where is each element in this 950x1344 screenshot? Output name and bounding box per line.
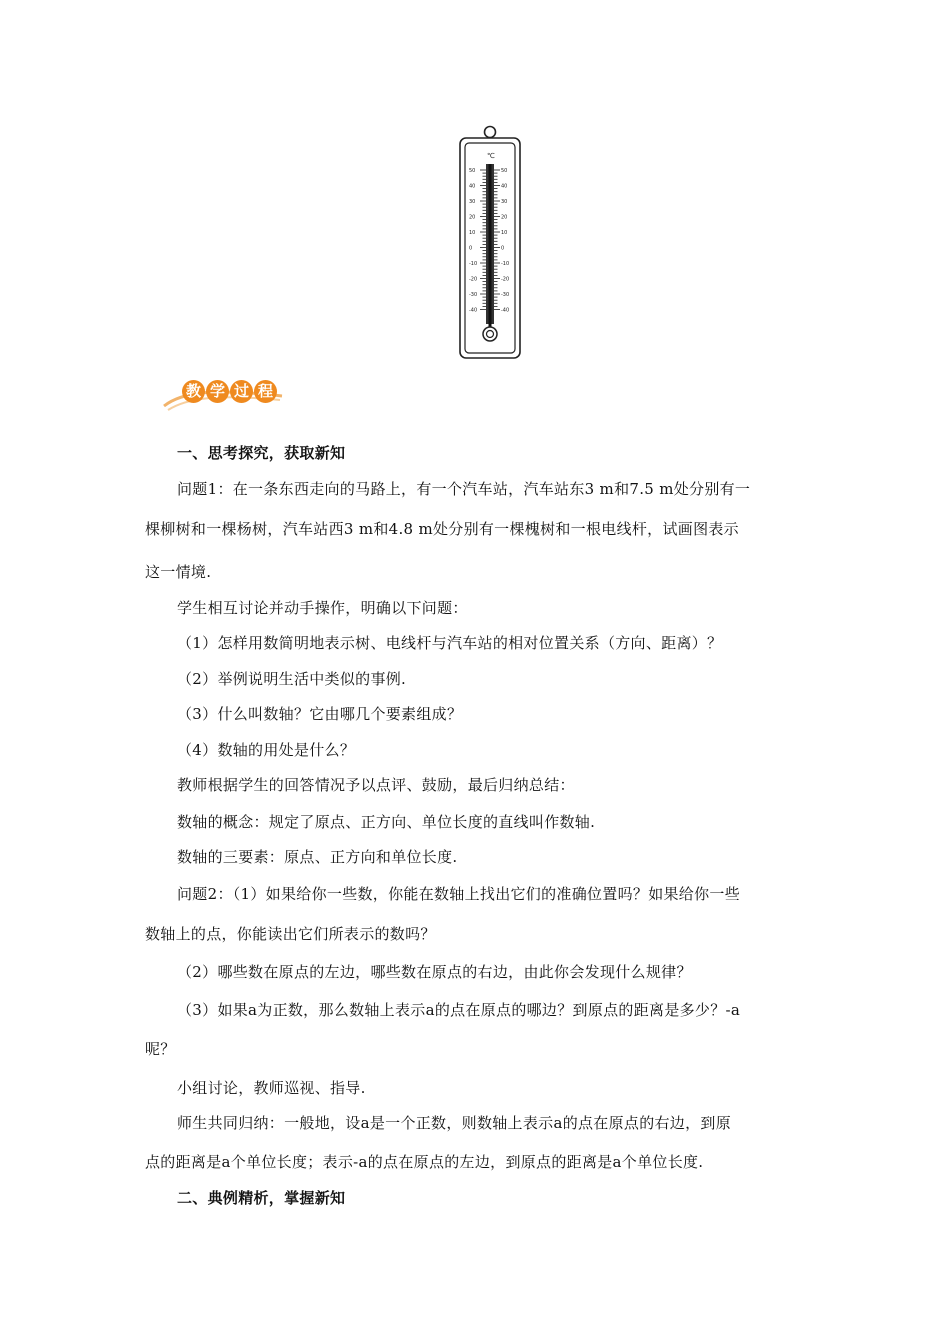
scale-label-right: 40 — [501, 183, 508, 190]
scale-label-left: 40 — [469, 183, 476, 190]
scale-label-left: 30 — [469, 199, 476, 205]
scale-label-left: -10 — [469, 261, 478, 267]
badge-char: 学 — [206, 380, 229, 403]
scale-label-left: -40 — [469, 307, 478, 314]
scale-label-left: -30 — [469, 292, 478, 298]
paragraph: 学生相互讨论并动手操作，明确以下问题： — [177, 599, 468, 617]
paragraph: 师生共同归纳：一般地，设a是一个正数，则数轴上表示a的点在原点的右边，到原 — [177, 1114, 731, 1132]
section-heading: 二、典例精析，掌握新知 — [177, 1189, 346, 1207]
list-item: （3）如果a为正数，那么数轴上表示a的点在原点的哪边？到原点的距离是多少？-a — [177, 1001, 741, 1019]
paragraph: 点的距离是a个单位长度；表示-a的点在原点的左边，到原点的距离是a个单位长度. — [145, 1153, 704, 1171]
scale-label-left: 10 — [469, 230, 476, 236]
scale-label-right: -30 — [501, 292, 510, 298]
paragraph: 教师根据学生的回答情况予以点评、鼓励，最后归纳总结： — [177, 776, 575, 794]
badge-char: 过 — [230, 380, 253, 403]
scale-label-right: 10 — [501, 230, 508, 236]
scale-label-right: 30 — [501, 199, 508, 205]
scale-label-left: -20 — [469, 276, 478, 283]
paragraph: 问题2：（1）如果给你一些数，你能在数轴上找出它们的准确位置吗？如果给你一些 — [177, 885, 740, 903]
scale-label-right: 50 — [501, 168, 508, 174]
scale-label-right: -40 — [501, 307, 510, 314]
paragraph: 数轴上的点，你能读出它们所表示的数吗？ — [145, 925, 436, 943]
thermometer-figure — [458, 124, 522, 360]
paragraph: 棵柳树和一棵杨树，汽车站西3 m和4.8 m处分别有一棵槐树和一根电线杆，试画图表示 — [145, 520, 739, 538]
thermometer-unit-label: ℃ — [487, 152, 495, 160]
list-item: （4）数轴的用处是什么？ — [177, 741, 356, 759]
paragraph: 小组讨论，教师巡视、指导. — [177, 1079, 366, 1097]
list-item: （2）举例说明生活中类似的事例. — [177, 670, 407, 688]
paragraph: 这一情境. — [145, 563, 212, 581]
thermometer-illustration — [458, 124, 522, 360]
scale-label-left: 50 — [469, 168, 476, 174]
scale-label-right: -10 — [501, 261, 510, 267]
scale-label-right: 20 — [501, 214, 508, 221]
section-badge-teaching-process — [162, 378, 286, 412]
badge-char: 程 — [254, 380, 277, 403]
scale-label-right: -20 — [501, 276, 510, 283]
scale-label-left: 20 — [469, 214, 476, 221]
list-item: （2）哪些数在原点的左边，哪些数在原点的右边，由此你会发现什么规律？ — [177, 963, 692, 981]
paragraph: 数轴的概念：规定了原点、正方向、单位长度的直线叫作数轴. — [177, 813, 596, 831]
paragraph: 呢？ — [145, 1040, 176, 1058]
paragraph: 数轴的三要素：原点、正方向和单位长度. — [177, 848, 458, 866]
paragraph: 问题1：在一条东西走向的马路上，有一个汽车站，汽车站东3 m和7.5 m处分别有一 — [177, 480, 751, 498]
badge-char: 教 — [182, 380, 205, 403]
list-item: （3）什么叫数轴？它由哪几个要素组成？ — [177, 705, 463, 723]
scale-label-left: 0 — [469, 245, 473, 252]
scale-label-right: 0 — [501, 245, 505, 252]
badge-title — [182, 380, 277, 403]
section-heading: 一、思考探究，获取新知 — [177, 444, 346, 462]
list-item: （1）怎样用数简明地表示树、电线杆与汽车站的相对位置关系（方向、距离）？ — [177, 634, 723, 652]
